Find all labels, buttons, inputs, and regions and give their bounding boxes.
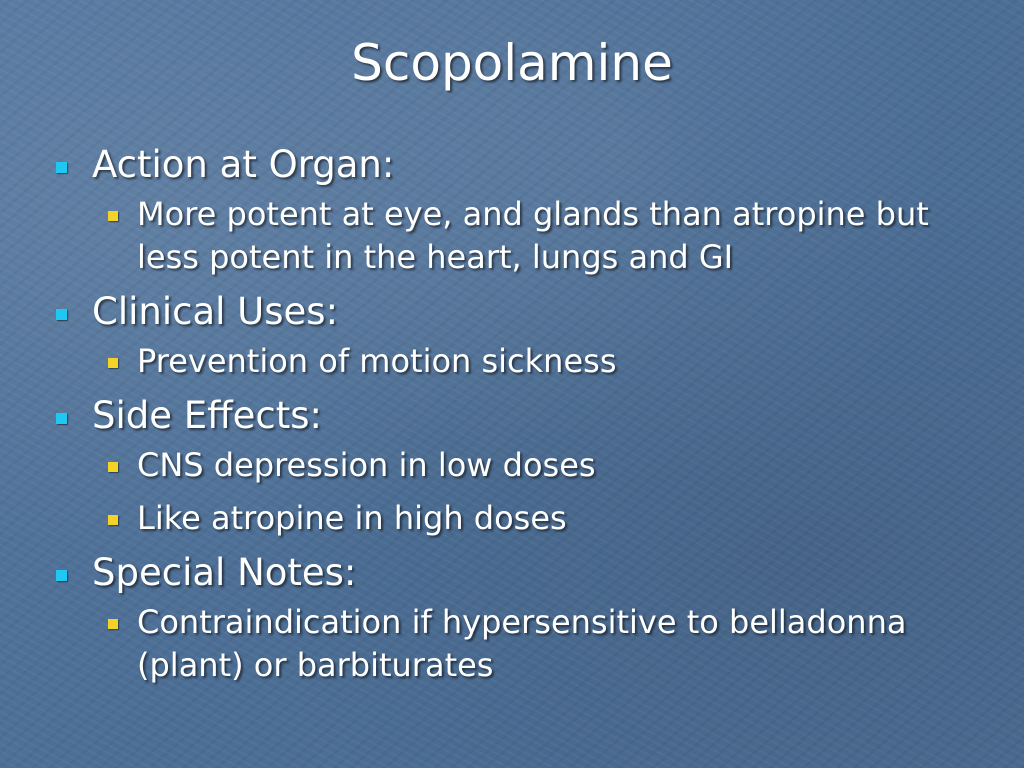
section-heading-text: Action at Organ: (92, 143, 395, 186)
level2-bullet-icon (108, 515, 118, 525)
sub-bullet-text: Contraindication if hypersensitive to belladonna (plant) or barbiturates (137, 603, 907, 684)
sub-bullet-item (137, 340, 956, 383)
sub-bullet-item (137, 601, 956, 687)
section-heading-text: Side Effects: (92, 394, 323, 437)
level2-bullet-icon (108, 619, 118, 629)
sub-bullet-text: CNS depression in low doses (137, 446, 596, 484)
bullet-list (56, 142, 956, 687)
section-heading-special-notes (56, 550, 956, 596)
level2-bullet-icon (108, 211, 118, 221)
sub-bullet-item (137, 444, 956, 487)
level1-bullet-icon (56, 413, 67, 424)
section-heading-side-effects (56, 393, 956, 439)
section-heading-clinical-uses (56, 289, 956, 335)
level1-bullet-icon (56, 570, 67, 581)
slide-title: Scopolamine (351, 34, 673, 92)
sub-bullet-text: Like atropine in high doses (137, 499, 567, 537)
section-heading-text: Clinical Uses: (92, 290, 339, 333)
section-heading-action-at-organ (56, 142, 956, 188)
sub-bullet-text: More potent at eye, and glands than atropine but less potent in the heart, lungs and GI (137, 195, 929, 276)
level1-bullet-icon (56, 162, 67, 173)
sub-bullet-text: Prevention of motion sickness (137, 342, 617, 380)
level2-bullet-icon (108, 462, 118, 472)
section-heading-text: Special Notes: (92, 551, 357, 594)
level2-bullet-icon (108, 358, 118, 368)
sub-bullet-item (137, 193, 956, 279)
level1-bullet-icon (56, 309, 67, 320)
sub-bullet-item (137, 497, 956, 540)
